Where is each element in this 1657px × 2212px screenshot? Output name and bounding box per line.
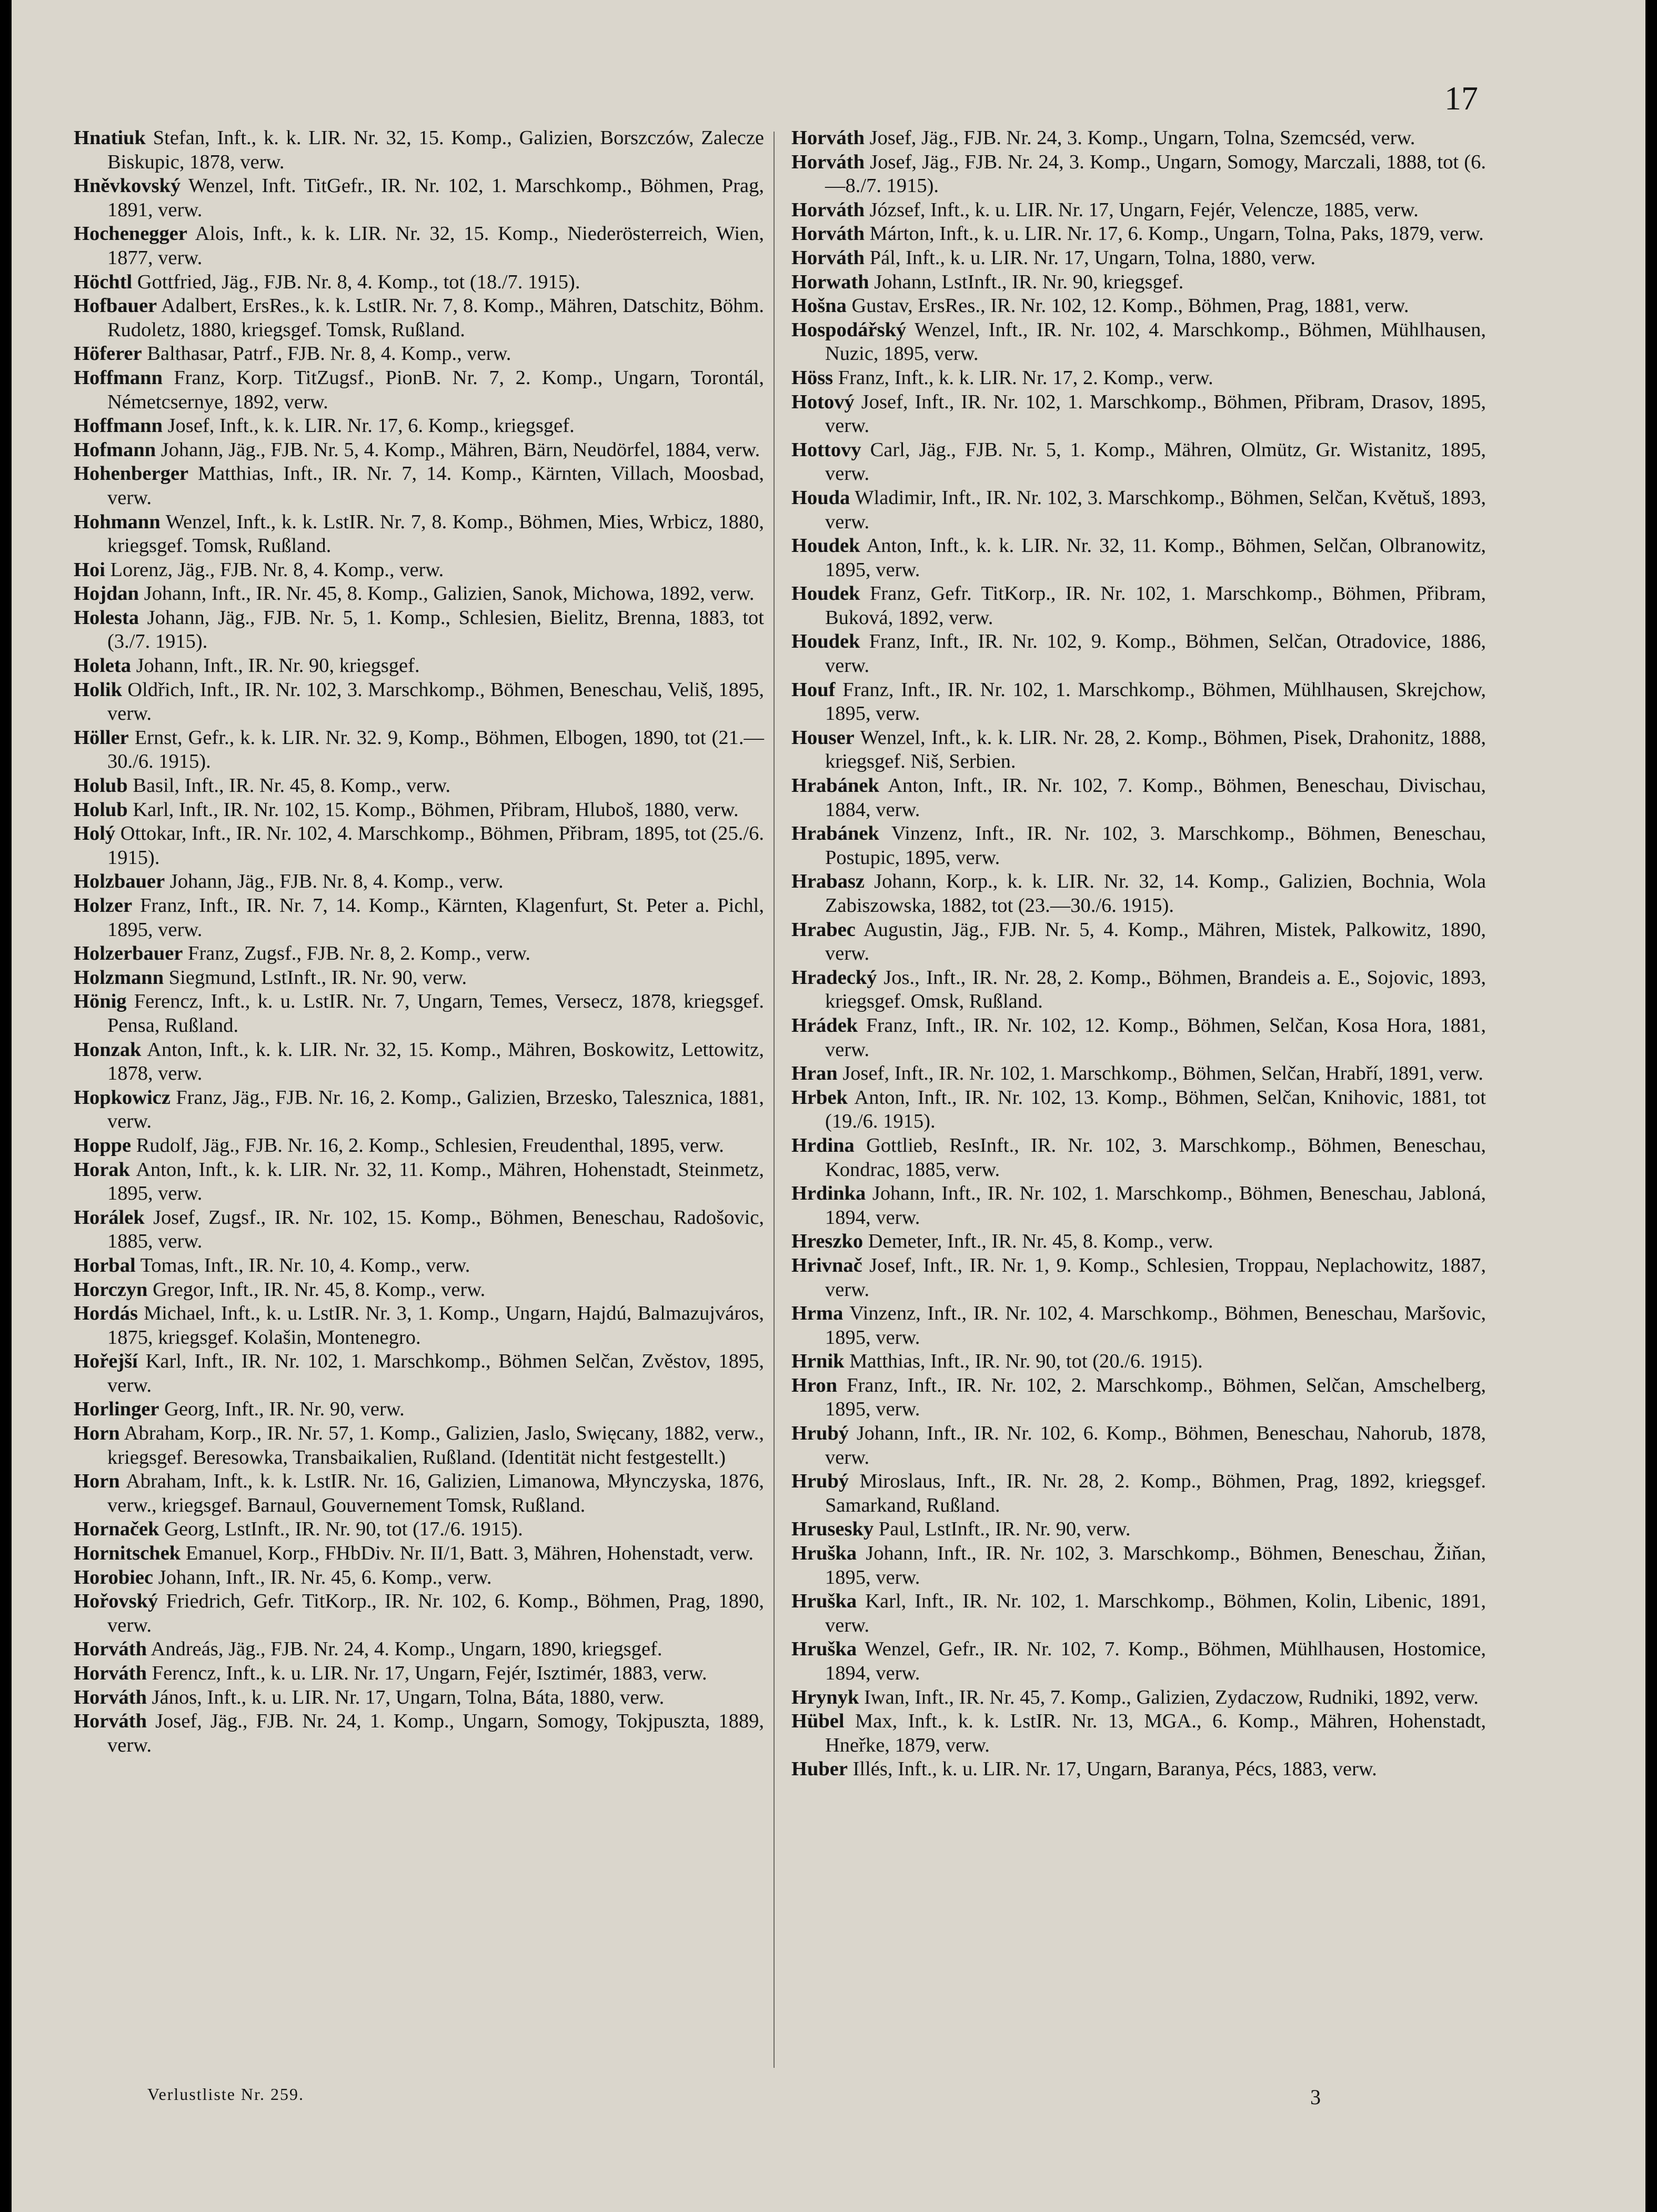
list-item bbox=[791, 918, 1486, 966]
entry-surname: Hoffmann bbox=[74, 366, 163, 389]
entry-details: Rudolf, Jäg., FJB. Nr. 16, 2. Komp., Schlesien, Freudenthal, 1895, verw. bbox=[131, 1134, 724, 1157]
entry-surname: Horczyn bbox=[74, 1278, 148, 1301]
entry-details: Jos., Inft., IR. Nr. 28, 2. Komp., Böhmen, Brandeis a. E., Sojovic, 1893, kriegsgef. Omsk, Rußland. bbox=[825, 966, 1486, 1013]
list-item bbox=[74, 1566, 764, 1590]
list-item bbox=[791, 390, 1486, 438]
entry-details: Oldřich, Inft., IR. Nr. 102, 3. Marschkomp., Böhmen, Beneschau, Veliš, 1895, verw. bbox=[107, 678, 764, 725]
entry-surname: Hrbek bbox=[791, 1086, 848, 1109]
entry-details: Johann, Jäg., FJB. Nr. 5, 1. Komp., Schlesien, Bielitz, Brenna, 1883, tot (3./7. 1915). bbox=[107, 606, 764, 653]
list-item bbox=[74, 1038, 764, 1086]
entry-surname: Höferer bbox=[74, 343, 142, 365]
list-item bbox=[791, 1302, 1486, 1350]
entry-details: Franz, Jäg., FJB. Nr. 16, 2. Komp., Galizien, Brzesko, Talesznica, 1881, verw. bbox=[107, 1086, 764, 1133]
entry-surname: Hornitschek bbox=[74, 1542, 181, 1565]
entry-surname: Horváth bbox=[74, 1662, 147, 1684]
entry-details: Franz, Inft., k. k. LIR. Nr. 17, 2. Komp., verw. bbox=[833, 366, 1213, 389]
entry-surname: Hořejší bbox=[74, 1350, 138, 1373]
entry-details: Anton, Inft., IR. Nr. 102, 13. Komp., Böhmen, Selčan, Knihovic, 1881, tot (19./6. 1915). bbox=[825, 1086, 1486, 1133]
entry-surname: Hotový bbox=[791, 390, 855, 413]
entry-surname: Hrusesky bbox=[791, 1518, 874, 1541]
entry-surname: Hrnik bbox=[791, 1350, 845, 1373]
entry-surname: Hradecký bbox=[791, 966, 877, 989]
entry-surname: Hran bbox=[791, 1062, 838, 1085]
list-item bbox=[74, 126, 764, 174]
entry-details: Ottokar, Inft., IR. Nr. 102, 4. Marschkomp., Böhmen, Přibram, 1895, tot (25./6. 1915). bbox=[107, 822, 764, 869]
entry-details: Vinzenz, Inft., IR. Nr. 102, 3. Marschkomp., Böhmen, Beneschau, Postupic, 1895, verw. bbox=[825, 822, 1486, 869]
entry-details: Anton, Inft., k. k. LIR. Nr. 32, 11. Komp., Böhmen, Selčan, Olbranowitz, 1895, verw. bbox=[825, 535, 1486, 581]
list-item bbox=[74, 1542, 764, 1566]
entry-surname: Hrdina bbox=[791, 1134, 855, 1157]
entry-details: Basil, Inft., IR. Nr. 45, 8. Komp., verw. bbox=[127, 775, 451, 797]
entry-details: Wenzel, Gefr., IR. Nr. 102, 7. Komp., Böhmen, Mühlhausen, Hostomice, 1894, verw. bbox=[825, 1638, 1486, 1684]
list-item bbox=[74, 294, 764, 342]
entry-details: Stefan, Inft., k. k. LIR. Nr. 32, 15. Komp., Galizien, Borszczów, Zalecze Biskupic, 1878, verw. bbox=[107, 127, 764, 173]
list-item bbox=[791, 222, 1486, 246]
document-page bbox=[12, 0, 1645, 2212]
entry-details: János, Inft., k. u. LIR. Nr. 17, Ungarn, Tolna, Báta, 1880, verw. bbox=[147, 1686, 665, 1708]
list-item bbox=[791, 630, 1486, 678]
entry-details: Josef, Inft., k. k. LIR. Nr. 17, 6. Komp., kriegsgef. bbox=[162, 415, 575, 437]
entry-details: Karl, Inft., IR. Nr. 102, 1. Marschkomp., Böhmen Selčan, Zvěstov, 1895, verw. bbox=[107, 1350, 764, 1396]
entry-surname: Hruška bbox=[791, 1638, 857, 1661]
entry-details: Ferencz, Inft., k. u. LIR. Nr. 17, Ungarn, Fejér, Isztimér, 1883, verw. bbox=[147, 1662, 707, 1684]
entry-surname: Holzer bbox=[74, 894, 133, 917]
entry-details: Johann, Inft., IR. Nr. 102, 6. Komp., Böhmen, Beneschau, Nahorub, 1878, verw. bbox=[825, 1422, 1486, 1469]
entry-details: Josef, Inft., IR. Nr. 102, 1. Marschkomp., Böhmen, Přibram, Drasov, 1895, verw. bbox=[825, 390, 1486, 437]
entry-details: Josef, Inft., IR. Nr. 102, 1. Marschkomp., Böhmen, Selčan, Hrabří, 1891, verw. bbox=[837, 1062, 1483, 1085]
entry-details: Anton, Inft., IR. Nr. 102, 7. Komp., Böhmen, Beneschau, Divischau, 1884, verw. bbox=[825, 775, 1486, 821]
list-item bbox=[791, 534, 1486, 582]
column-divider bbox=[774, 132, 775, 2068]
entry-details: Matthias, Inft., IR. Nr. 7, 14. Komp., Kärnten, Villach, Moosbad, verw. bbox=[107, 462, 764, 509]
entry-surname: Horn bbox=[74, 1422, 120, 1445]
entry-surname: Holeta bbox=[74, 655, 132, 677]
list-item bbox=[74, 726, 764, 774]
list-item bbox=[791, 1254, 1486, 1302]
entry-details: Johann, Inft., IR. Nr. 45, 6. Komp., verw. bbox=[153, 1566, 492, 1588]
entry-surname: Horváth bbox=[791, 150, 865, 173]
list-item bbox=[791, 1350, 1486, 1374]
list-item bbox=[791, 1014, 1486, 1062]
entry-surname: Hottovy bbox=[791, 438, 861, 461]
entry-surname: Horlinger bbox=[74, 1398, 159, 1421]
entry-surname: Horwath bbox=[791, 270, 869, 293]
entry-surname: Houser bbox=[791, 726, 855, 749]
entry-details: Anton, Inft., k. k. LIR. Nr. 32, 15. Komp., Mähren, Boskowitz, Lettowitz, 1878, verw. bbox=[107, 1038, 764, 1085]
entry-details: Alois, Inft., k. k. LIR. Nr. 32, 15. Komp., Niederösterreich, Wien, 1877, verw. bbox=[107, 223, 764, 269]
list-item bbox=[74, 510, 764, 558]
entry-details: Augustin, Jäg., FJB. Nr. 5, 4. Komp., Mähren, Mistek, Palkowitz, 1890, verw. bbox=[825, 918, 1486, 965]
entry-details: Siegmund, LstInft., IR. Nr. 90, verw. bbox=[164, 966, 467, 989]
entry-details: Josef, Zugsf., IR. Nr. 102, 15. Komp., Böhmen, Beneschau, Radošovic, 1885, verw. bbox=[107, 1206, 764, 1253]
entry-details: Wenzel, Inft., k. k. LstIR. Nr. 7, 8. Komp., Böhmen, Mies, Wrbicz, 1880, kriegsgef. Tomsk, Rußland. bbox=[107, 510, 764, 557]
entry-surname: Horn bbox=[74, 1470, 120, 1493]
list-item bbox=[74, 1206, 764, 1254]
list-item bbox=[791, 126, 1486, 150]
entry-details: Abraham, Inft., k. k. LstIR. Nr. 16, Galizien, Limanowa, Młynczyska, 1876, verw., kriegsgef. Barnaul, Gouvernement Tomsk, Rußland. bbox=[107, 1470, 764, 1516]
list-item bbox=[74, 1397, 764, 1422]
list-item bbox=[791, 822, 1486, 870]
entry-surname: Holý bbox=[74, 822, 116, 845]
entry-surname: Houdek bbox=[791, 535, 860, 557]
entry-details: Vinzenz, Inft., IR. Nr. 102, 4. Marschkomp., Böhmen, Beneschau, Maršovic, 1895, verw. bbox=[825, 1302, 1486, 1349]
list-item bbox=[74, 894, 764, 942]
list-item bbox=[74, 270, 764, 295]
list-item bbox=[74, 342, 764, 366]
entry-details: Anton, Inft., k. k. LIR. Nr. 32, 11. Komp., Mähren, Hohenstadt, Steinmetz, 1895, verw. bbox=[107, 1158, 764, 1205]
entry-surname: Holzmann bbox=[74, 966, 164, 989]
entry-surname: Höller bbox=[74, 726, 129, 749]
list-item bbox=[74, 654, 764, 678]
entry-details: Johann, Inft., IR. Nr. 90, kriegsgef. bbox=[131, 655, 420, 677]
entry-surname: Hreszko bbox=[791, 1230, 863, 1253]
list-item bbox=[74, 1470, 764, 1517]
list-item bbox=[791, 366, 1486, 390]
entry-details: Adalbert, ErsRes., k. k. LstIR. Nr. 7, 8. Komp., Mähren, Datschitz, Böhm. Rudoletz, 1880, kriegsgef. Tomsk, Rußland. bbox=[107, 295, 764, 341]
entry-surname: Honzak bbox=[74, 1038, 142, 1061]
entry-surname: Hospodářský bbox=[791, 318, 907, 341]
list-item bbox=[791, 318, 1486, 366]
entry-details: Miroslaus, Inft., IR. Nr. 28, 2. Komp., Böhmen, Prag, 1892, kriegsgef. Samarkand, Rußland. bbox=[825, 1470, 1486, 1516]
entry-surname: Horálek bbox=[74, 1206, 145, 1229]
list-item bbox=[791, 150, 1486, 198]
entry-surname: Huber bbox=[791, 1758, 848, 1781]
entry-surname: Hopkowicz bbox=[74, 1086, 170, 1109]
list-item bbox=[74, 222, 764, 270]
page-number: 17 bbox=[1444, 79, 1478, 117]
list-item bbox=[791, 1086, 1486, 1134]
list-item bbox=[74, 438, 764, 462]
entry-surname: Horváth bbox=[74, 1638, 147, 1661]
signature-mark: 3 bbox=[1310, 2085, 1321, 2109]
entry-surname: Hošna bbox=[791, 295, 847, 317]
entry-details: Gustav, ErsRes., IR. Nr. 102, 12. Komp., Böhmen, Prag, 1881, verw. bbox=[846, 295, 1409, 317]
entry-surname: Hněvkovský bbox=[74, 175, 181, 197]
entry-surname: Hoppe bbox=[74, 1134, 132, 1157]
list-item bbox=[791, 1182, 1486, 1230]
entry-details: Josef, Jäg., FJB. Nr. 24, 3. Komp., Ungarn, Somogy, Marczali, 1888, tot (6.—8./7. 1915). bbox=[825, 150, 1486, 197]
entry-details: Josef, Inft., IR. Nr. 1, 9. Komp., Schlesien, Troppau, Neplachowitz, 1887, verw. bbox=[825, 1254, 1486, 1301]
list-item bbox=[791, 1590, 1486, 1637]
entry-details: Franz, Korp. TitZugsf., PionB. Nr. 7, 2. Komp., Ungarn, Torontál, Németcsernye, 1892, verw. bbox=[107, 366, 764, 413]
entry-details: Paul, LstInft., IR. Nr. 90, verw. bbox=[873, 1518, 1131, 1541]
list-item bbox=[791, 1470, 1486, 1517]
entry-surname: Houdek bbox=[791, 630, 860, 653]
entry-surname: Horváth bbox=[791, 127, 865, 149]
list-item bbox=[74, 966, 764, 990]
list-item bbox=[791, 1757, 1486, 1782]
entry-details: Demeter, Inft., IR. Nr. 45, 8. Komp., verw. bbox=[863, 1230, 1213, 1253]
entry-surname: Hrivnač bbox=[791, 1254, 862, 1276]
list-item bbox=[791, 1542, 1486, 1590]
list-item bbox=[74, 942, 764, 966]
entry-surname: Hoffmann bbox=[74, 415, 163, 437]
list-item bbox=[74, 1422, 764, 1470]
entry-details: Johann, Korp., k. k. LIR. Nr. 32, 14. Komp., Galizien, Bochnia, Wola Zabiszowska, 1882, tot (23.—30./6. 1915). bbox=[825, 870, 1486, 917]
entry-surname: Hron bbox=[791, 1374, 838, 1396]
entry-surname: Holzerbauer bbox=[74, 942, 183, 965]
entry-surname: Hönig bbox=[74, 990, 127, 1013]
entry-surname: Holub bbox=[74, 798, 128, 821]
list-item bbox=[791, 1230, 1486, 1254]
entry-details: Wladimir, Inft., IR. Nr. 102, 3. Marschkomp., Böhmen, Selčan, Květuš, 1893, verw. bbox=[825, 486, 1486, 533]
entry-surname: Hrdinka bbox=[791, 1182, 866, 1205]
entry-details: Ferencz, Inft., k. u. LstIR. Nr. 7, Ungarn, Temes, Versecz, 1878, kriegsgef. Pensa, Rußland. bbox=[107, 990, 764, 1037]
entry-details: Johann, Jäg., FJB. Nr. 8, 4. Komp., verw. bbox=[165, 870, 504, 893]
footer-note: Verlustliste Nr. 259. bbox=[147, 2085, 304, 2104]
list-item bbox=[791, 1422, 1486, 1470]
entry-details: Pál, Inft., k. u. LIR. Nr. 17, Ungarn, Tolna, 1880, verw. bbox=[865, 246, 1316, 269]
entry-surname: Houdek bbox=[791, 582, 860, 605]
entry-surname: Hornaček bbox=[74, 1518, 159, 1541]
entry-details: Wenzel, Inft., IR. Nr. 102, 4. Marschkomp., Böhmen, Mühlhausen, Nuzic, 1895, verw. bbox=[825, 318, 1486, 365]
list-item bbox=[791, 1374, 1486, 1422]
entry-details: Gottfried, Jäg., FJB. Nr. 8, 4. Komp., tot (18./7. 1915). bbox=[132, 270, 580, 293]
list-item bbox=[74, 606, 764, 654]
list-item bbox=[74, 1254, 764, 1278]
entry-surname: Horváth bbox=[791, 198, 865, 221]
entry-details: Carl, Jäg., FJB. Nr. 5, 1. Komp., Mähren, Olmütz, Gr. Wistanitz, 1895, verw. bbox=[825, 438, 1486, 485]
entry-surname: Hrubý bbox=[791, 1422, 849, 1445]
entry-details: Gottlieb, ResInft., IR. Nr. 102, 3. Marschkomp., Böhmen, Beneschau, Kondrac, 1885, verw. bbox=[825, 1134, 1486, 1181]
entry-surname: Hrynyk bbox=[791, 1686, 859, 1708]
entry-surname: Horváth bbox=[791, 246, 865, 269]
entry-surname: Horváth bbox=[74, 1710, 147, 1733]
entry-details: Franz, Gefr. TitKorp., IR. Nr. 102, 1. Marschkomp., Böhmen, Přibram, Buková, 1892, verw. bbox=[825, 582, 1486, 629]
list-item bbox=[74, 678, 764, 726]
list-item bbox=[791, 1710, 1486, 1757]
entry-details: Georg, Inft., IR. Nr. 90, verw. bbox=[159, 1398, 405, 1421]
list-item bbox=[74, 1278, 764, 1302]
entry-surname: Hohenberger bbox=[74, 462, 189, 485]
entry-surname: Horobiec bbox=[74, 1566, 154, 1588]
entry-surname: Hrubý bbox=[791, 1470, 849, 1493]
entry-surname: Hoi bbox=[74, 558, 105, 581]
list-item bbox=[74, 990, 764, 1038]
right-column bbox=[791, 126, 1486, 1782]
list-item bbox=[791, 1062, 1486, 1086]
list-item bbox=[74, 1350, 764, 1397]
entry-details: Márton, Inft., k. u. LIR. Nr. 17, 6. Komp., Ungarn, Tolna, Paks, 1879, verw. bbox=[865, 223, 1484, 245]
list-item bbox=[74, 1710, 764, 1757]
entry-surname: Hordás bbox=[74, 1302, 138, 1325]
list-item bbox=[74, 1590, 764, 1637]
entry-details: Wenzel, Inft. TitGefr., IR. Nr. 102, 1. Marschkomp., Böhmen, Prag, 1891, verw. bbox=[107, 175, 764, 221]
list-item bbox=[74, 1134, 764, 1158]
list-item bbox=[791, 1686, 1486, 1710]
entry-surname: Hrádek bbox=[791, 1014, 858, 1037]
list-item bbox=[74, 774, 764, 798]
entry-surname: Horbal bbox=[74, 1254, 136, 1276]
entry-details: Franz, Inft., IR. Nr. 102, 1. Marschkomp., Böhmen, Mühlhausen, Skrejchow, 1895, verw. bbox=[825, 678, 1486, 725]
entry-surname: Hübel bbox=[791, 1710, 845, 1733]
entry-details: Johann, Inft., IR. Nr. 45, 8. Komp., Galizien, Sanok, Michowa, 1892, verw. bbox=[139, 582, 755, 605]
entry-details: Andreás, Jäg., FJB. Nr. 24, 4. Komp., Ungarn, 1890, kriegsgef. bbox=[147, 1638, 662, 1661]
entry-details: Tomas, Inft., IR. Nr. 10, 4. Komp., verw. bbox=[135, 1254, 470, 1276]
list-item bbox=[74, 798, 764, 822]
list-item bbox=[74, 1662, 764, 1686]
entry-details: Iwan, Inft., IR. Nr. 45, 7. Komp., Galizien, Zydaczow, Rudniki, 1892, verw. bbox=[859, 1686, 1479, 1708]
entry-surname: Hořovský bbox=[74, 1590, 158, 1613]
list-item bbox=[791, 678, 1486, 726]
entry-surname: Hofmann bbox=[74, 438, 156, 461]
entry-details: Ernst, Gefr., k. k. LIR. Nr. 32. 9, Komp., Böhmen, Elbogen, 1890, tot (21.—30./6. 1915). bbox=[107, 726, 764, 773]
entry-surname: Hnatiuk bbox=[74, 127, 146, 149]
entry-details: Abraham, Korp., IR. Nr. 57, 1. Komp., Galizien, Jaslo, Swięcany, 1882, verw., kriegsgef. Beresowka, Transbaikalien, Rußland. (Identität nicht festgestellt.) bbox=[107, 1422, 764, 1469]
list-item bbox=[791, 870, 1486, 918]
list-item bbox=[74, 462, 764, 510]
entry-surname: Houf bbox=[791, 678, 836, 701]
list-item bbox=[74, 870, 764, 894]
entry-details: Gregor, Inft., IR. Nr. 45, 8. Komp., verw. bbox=[147, 1278, 486, 1301]
entry-surname: Hruška bbox=[791, 1590, 857, 1613]
list-item bbox=[791, 270, 1486, 295]
entry-details: Johann, LstInft., IR. Nr. 90, kriegsgef. bbox=[869, 270, 1184, 293]
entry-details: Max, Inft., k. k. LstIR. Nr. 13, MGA., 6. Komp., Mähren, Hohenstadt, Hneřke, 1879, verw. bbox=[825, 1710, 1486, 1756]
entry-surname: Hruška bbox=[791, 1542, 857, 1565]
entry-surname: Hochenegger bbox=[74, 223, 187, 245]
entry-details: Franz, Inft., IR. Nr. 102, 9. Komp., Böhmen, Selčan, Otradovice, 1886, verw. bbox=[825, 630, 1486, 677]
entry-details: Michael, Inft., k. u. LstIR. Nr. 3, 1. Komp., Ungarn, Hajdú, Balmazujváros, 1875, kriegsgef. Kolašin, Montenegro. bbox=[107, 1302, 764, 1349]
list-item bbox=[791, 726, 1486, 774]
list-item bbox=[791, 294, 1486, 318]
entry-surname: Hrma bbox=[791, 1302, 843, 1325]
entry-details: Johann, Inft., IR. Nr. 102, 3. Marschkomp., Böhmen, Beneschau, Žiňan, 1895, verw. bbox=[825, 1542, 1486, 1588]
list-item bbox=[791, 1637, 1486, 1685]
entry-surname: Horváth bbox=[74, 1686, 147, 1708]
entry-surname: Hojdan bbox=[74, 582, 139, 605]
entry-details: Karl, Inft., IR. Nr. 102, 15. Komp., Böhmen, Přibram, Hluboš, 1880, verw. bbox=[127, 798, 739, 821]
entry-surname: Horak bbox=[74, 1158, 130, 1181]
entry-surname: Höchtl bbox=[74, 270, 133, 293]
entry-details: Georg, LstInft., IR. Nr. 90, tot (17./6. 1915). bbox=[159, 1518, 523, 1541]
entry-surname: Holesta bbox=[74, 606, 139, 629]
entry-surname: Houda bbox=[791, 486, 850, 509]
entry-surname: Horváth bbox=[791, 223, 865, 245]
entry-surname: Holzbauer bbox=[74, 870, 165, 893]
entry-details: Franz, Inft., IR. Nr. 7, 14. Komp., Kärnten, Klagenfurt, St. Peter a. Pichl, 1895, verw. bbox=[107, 894, 764, 941]
entry-surname: Hrabec bbox=[791, 918, 856, 941]
list-item bbox=[74, 558, 764, 582]
list-item bbox=[791, 582, 1486, 630]
list-item bbox=[74, 822, 764, 870]
entry-details: Matthias, Inft., IR. Nr. 90, tot (20./6. 1915). bbox=[844, 1350, 1203, 1373]
entry-details: Wenzel, Inft., k. k. LIR. Nr. 28, 2. Komp., Böhmen, Pisek, Drahonitz, 1888, kriegsgef. Niš, Serbien. bbox=[825, 726, 1486, 773]
entry-details: Friedrich, Gefr. TitKorp., IR. Nr. 102, 6. Komp., Böhmen, Prag, 1890, verw. bbox=[107, 1590, 764, 1636]
list-item bbox=[74, 1686, 764, 1710]
entry-details: József, Inft., k. u. LIR. Nr. 17, Ungarn, Fejér, Velencze, 1885, verw. bbox=[865, 198, 1419, 221]
list-item bbox=[791, 246, 1486, 270]
entry-details: Josef, Jäg., FJB. Nr. 24, 3. Komp., Ungarn, Tolna, Szemcséd, verw. bbox=[865, 127, 1415, 149]
entry-details: Franz, Inft., IR. Nr. 102, 12. Komp., Böhmen, Selčan, Kosa Hora, 1881, verw. bbox=[825, 1014, 1486, 1061]
entry-surname: Hrabánek bbox=[791, 775, 879, 797]
entry-details: Franz, Zugsf., FJB. Nr. 8, 2. Komp., verw. bbox=[183, 942, 530, 965]
entry-details: Lorenz, Jäg., FJB. Nr. 8, 4. Komp., verw. bbox=[105, 558, 444, 581]
list-item bbox=[791, 966, 1486, 1014]
list-item bbox=[74, 1637, 764, 1662]
entry-details: Balthasar, Patrf., FJB. Nr. 8, 4. Komp., verw. bbox=[142, 343, 511, 365]
entry-surname: Hrabánek bbox=[791, 822, 879, 845]
list-item bbox=[791, 198, 1486, 223]
left-column bbox=[74, 126, 764, 1757]
list-item bbox=[74, 1086, 764, 1134]
entry-details: Johann, Inft., IR. Nr. 102, 1. Marschkomp., Böhmen, Beneschau, Jabloná, 1894, verw. bbox=[825, 1182, 1486, 1229]
entry-details: Josef, Jäg., FJB. Nr. 24, 1. Komp., Ungarn, Somogy, Tokjpuszta, 1889, verw. bbox=[107, 1710, 764, 1756]
entry-details: Karl, Inft., IR. Nr. 102, 1. Marschkomp., Böhmen, Kolin, Libenic, 1891, verw. bbox=[825, 1590, 1486, 1636]
list-item bbox=[791, 1517, 1486, 1542]
entry-surname: Holik bbox=[74, 678, 123, 701]
list-item bbox=[74, 366, 764, 414]
entry-details: Emanuel, Korp., FHbDiv. Nr. II/1, Batt. 3, Mähren, Hohenstadt, verw. bbox=[180, 1542, 754, 1565]
list-item bbox=[74, 1517, 764, 1542]
list-item bbox=[74, 1302, 764, 1350]
entry-details: Illés, Inft., k. u. LIR. Nr. 17, Ungarn, Baranya, Pécs, 1883, verw. bbox=[847, 1758, 1377, 1781]
entry-surname: Hofbauer bbox=[74, 295, 157, 317]
entry-surname: Hohmann bbox=[74, 510, 160, 533]
list-item bbox=[74, 1158, 764, 1206]
list-item bbox=[791, 486, 1486, 534]
entry-surname: Holub bbox=[74, 775, 128, 797]
list-item bbox=[74, 414, 764, 438]
list-item bbox=[791, 438, 1486, 486]
entry-details: Johann, Jäg., FJB. Nr. 5, 4. Komp., Mähren, Bärn, Neudörfel, 1884, verw. bbox=[156, 438, 760, 461]
entry-surname: Höss bbox=[791, 366, 833, 389]
list-item bbox=[791, 1134, 1486, 1182]
list-item bbox=[74, 174, 764, 222]
list-item bbox=[74, 582, 764, 606]
list-item bbox=[791, 774, 1486, 822]
entry-surname: Hrabasz bbox=[791, 870, 865, 893]
entry-details: Franz, Inft., IR. Nr. 102, 2. Marschkomp., Böhmen, Selčan, Amschelberg, 1895, verw. bbox=[825, 1374, 1486, 1421]
